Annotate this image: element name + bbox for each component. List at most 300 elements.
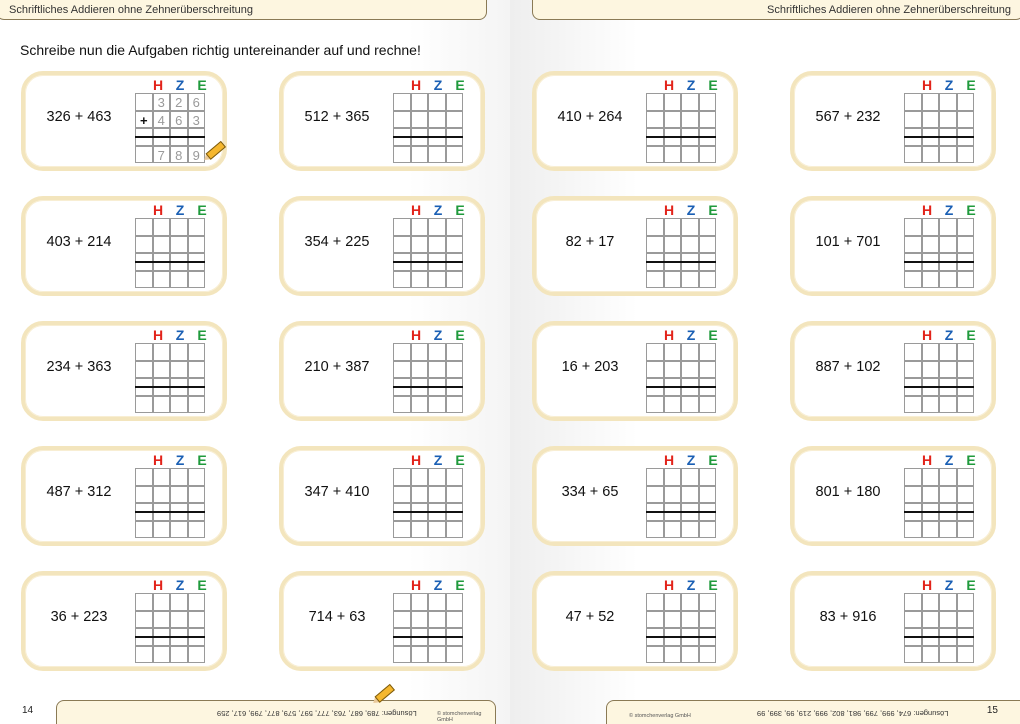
grid-cell[interactable]: [681, 343, 699, 361]
grid-cell[interactable]: [939, 218, 957, 236]
grid-cell[interactable]: [939, 396, 957, 414]
grid-cell[interactable]: [664, 343, 682, 361]
grid-cell[interactable]: [153, 218, 171, 236]
grid-cell[interactable]: [188, 343, 206, 361]
answer-grid[interactable]: [904, 593, 974, 663]
grid-cell[interactable]: [646, 396, 664, 414]
grid-cell[interactable]: [699, 343, 717, 361]
grid-cell[interactable]: [957, 218, 975, 236]
grid-cell[interactable]: [922, 646, 940, 664]
place-label-ones: E: [455, 452, 465, 468]
grid-cell[interactable]: [428, 361, 446, 379]
sum-line: [646, 261, 716, 263]
grid-cell[interactable]: [153, 236, 171, 254]
grid-cell[interactable]: [135, 486, 153, 504]
grid-cell[interactable]: [939, 361, 957, 379]
place-label-hundreds: H: [663, 577, 675, 593]
grid-cell[interactable]: [135, 146, 153, 164]
grid-cell[interactable]: [170, 521, 188, 539]
grid-cell[interactable]: [957, 646, 975, 664]
grid-cell[interactable]: [681, 93, 699, 111]
grid-cell[interactable]: [904, 146, 922, 164]
place-label-ones: E: [708, 452, 718, 468]
answer-grid[interactable]: [904, 468, 974, 538]
grid-cell[interactable]: [393, 468, 411, 486]
place-label-tens: Z: [433, 77, 443, 93]
grid-cell[interactable]: [428, 521, 446, 539]
place-label-hundreds: H: [921, 77, 933, 93]
grid-cell[interactable]: [646, 361, 664, 379]
grid-cell[interactable]: [681, 111, 699, 129]
grid-cell[interactable]: [904, 486, 922, 504]
grid-cell[interactable]: [411, 611, 429, 629]
grid-cell[interactable]: [699, 396, 717, 414]
grid-cell[interactable]: [939, 468, 957, 486]
grid-cell[interactable]: [681, 236, 699, 254]
grid-cell[interactable]: [646, 593, 664, 611]
place-value-header: [916, 577, 986, 593]
place-value-header: [916, 77, 986, 93]
grid-cell[interactable]: [393, 111, 411, 129]
grid-cell[interactable]: [939, 521, 957, 539]
grid-cell[interactable]: [904, 611, 922, 629]
grid-cell[interactable]: 6: [188, 93, 206, 111]
right-solutions: Lösungen: 674, 999, 799, 981, 802, 999, 219, 99, 399, 99: [757, 709, 949, 718]
grid-cell[interactable]: [393, 146, 411, 164]
grid-cell[interactable]: [699, 111, 717, 129]
grid-cell[interactable]: [411, 218, 429, 236]
grid-cell[interactable]: [411, 111, 429, 129]
place-label-hundreds: H: [152, 452, 164, 468]
grid-cell[interactable]: [393, 93, 411, 111]
grid-cell[interactable]: [922, 521, 940, 539]
grid-cell[interactable]: [922, 146, 940, 164]
grid-cell[interactable]: [153, 646, 171, 664]
grid-cell[interactable]: [699, 521, 717, 539]
grid-cell[interactable]: [153, 271, 171, 289]
grid-cell[interactable]: [188, 468, 206, 486]
answer-grid[interactable]: [904, 218, 974, 288]
grid-cell[interactable]: [170, 343, 188, 361]
grid-cell[interactable]: [681, 521, 699, 539]
grid-cell[interactable]: [699, 486, 717, 504]
place-label-hundreds: H: [410, 577, 422, 593]
task-text: 714 + 63: [308, 609, 366, 625]
grid-cell[interactable]: [446, 343, 464, 361]
answer-grid[interactable]: [646, 343, 716, 413]
answer-grid[interactable]: [646, 93, 716, 163]
sum-line: [393, 511, 463, 513]
grid-cell[interactable]: 9: [188, 146, 206, 164]
grid-cell[interactable]: [939, 593, 957, 611]
grid-cell[interactable]: [153, 593, 171, 611]
grid-cell[interactable]: [904, 218, 922, 236]
grid-cell[interactable]: [135, 593, 153, 611]
grid-cell[interactable]: [188, 593, 206, 611]
grid-cell[interactable]: [188, 486, 206, 504]
grid-cell[interactable]: [153, 343, 171, 361]
grid-cell[interactable]: [939, 146, 957, 164]
grid-cell[interactable]: 2: [170, 93, 188, 111]
grid-cell[interactable]: [428, 111, 446, 129]
grid-cell[interactable]: [135, 521, 153, 539]
grid-cell[interactable]: [411, 593, 429, 611]
grid-cell[interactable]: [646, 111, 664, 129]
grid-cell[interactable]: [646, 146, 664, 164]
grid-cell[interactable]: [135, 271, 153, 289]
answer-grid[interactable]: [135, 468, 205, 538]
grid-cell[interactable]: [428, 611, 446, 629]
grid-cell[interactable]: [646, 521, 664, 539]
grid-cell[interactable]: [664, 593, 682, 611]
grid-cell[interactable]: [393, 646, 411, 664]
grid-cell[interactable]: [681, 271, 699, 289]
left-header: [0, 0, 487, 20]
grid-cell[interactable]: [428, 646, 446, 664]
grid-cell[interactable]: [411, 468, 429, 486]
grid-cell[interactable]: [446, 593, 464, 611]
grid-cell[interactable]: [939, 486, 957, 504]
grid-cell[interactable]: [922, 111, 940, 129]
grid-cell[interactable]: [411, 236, 429, 254]
grid-cell[interactable]: [411, 93, 429, 111]
grid-cell[interactable]: [188, 361, 206, 379]
grid-cell[interactable]: [446, 486, 464, 504]
grid-cell[interactable]: [646, 468, 664, 486]
grid-cell[interactable]: [681, 218, 699, 236]
grid-cell[interactable]: [681, 146, 699, 164]
grid-cell[interactable]: [922, 218, 940, 236]
grid-cell[interactable]: [957, 361, 975, 379]
grid-cell[interactable]: [393, 218, 411, 236]
grid-cell[interactable]: [681, 646, 699, 664]
place-value-header: [405, 452, 475, 468]
grid-cell[interactable]: [922, 361, 940, 379]
grid-cell[interactable]: [957, 146, 975, 164]
grid-cell[interactable]: [957, 396, 975, 414]
grid-cell[interactable]: 6: [170, 111, 188, 129]
grid-cell[interactable]: [664, 486, 682, 504]
answer-grid[interactable]: [393, 468, 463, 538]
place-value-header: [147, 577, 217, 593]
grid-cell[interactable]: [699, 271, 717, 289]
task-text: 36 + 223: [50, 609, 108, 625]
place-label-ones: E: [197, 77, 207, 93]
grid-cell[interactable]: [699, 218, 717, 236]
grid-cell[interactable]: [170, 271, 188, 289]
grid-cell[interactable]: [664, 218, 682, 236]
answer-grid[interactable]: [393, 218, 463, 288]
grid-cell[interactable]: [446, 521, 464, 539]
answer-grid[interactable]: [135, 593, 205, 663]
grid-cell[interactable]: [699, 361, 717, 379]
grid-cell[interactable]: [135, 611, 153, 629]
grid-cell[interactable]: [153, 361, 171, 379]
place-label-tens: Z: [433, 327, 443, 343]
grid-cell[interactable]: [428, 468, 446, 486]
grid-cell[interactable]: 3: [153, 93, 171, 111]
grid-cell[interactable]: [681, 468, 699, 486]
grid-cell[interactable]: [681, 486, 699, 504]
grid-cell[interactable]: [922, 611, 940, 629]
grid-cell[interactable]: [135, 218, 153, 236]
grid-cell[interactable]: [428, 396, 446, 414]
answer-grid[interactable]: [135, 93, 205, 163]
task-text: 487 + 312: [46, 484, 112, 500]
answer-grid[interactable]: [135, 343, 205, 413]
grid-cell[interactable]: [428, 93, 446, 111]
grid-cell[interactable]: [699, 93, 717, 111]
grid-cell[interactable]: [446, 146, 464, 164]
grid-cell[interactable]: [393, 396, 411, 414]
grid-cell[interactable]: [446, 111, 464, 129]
grid-cell[interactable]: [446, 646, 464, 664]
grid-cell[interactable]: [446, 396, 464, 414]
task-card: [532, 71, 738, 171]
grid-cell[interactable]: [188, 521, 206, 539]
answer-grid[interactable]: [904, 343, 974, 413]
grid-cell[interactable]: [188, 218, 206, 236]
grid-cell[interactable]: [664, 611, 682, 629]
grid-cell[interactable]: [446, 93, 464, 111]
grid-cell[interactable]: [664, 646, 682, 664]
grid-cell[interactable]: [681, 593, 699, 611]
answer-grid[interactable]: [646, 468, 716, 538]
place-label-tens: Z: [175, 327, 185, 343]
left-header-title: Schriftliches Addieren ohne Zehnerüberschreitung: [9, 3, 253, 16]
grid-cell[interactable]: [170, 236, 188, 254]
grid-cell[interactable]: [393, 271, 411, 289]
grid-cell[interactable]: [393, 236, 411, 254]
answer-grid[interactable]: [904, 93, 974, 163]
grid-cell[interactable]: [393, 521, 411, 539]
grid-cell[interactable]: [939, 343, 957, 361]
answer-grid[interactable]: [393, 93, 463, 163]
grid-cell[interactable]: [681, 396, 699, 414]
grid-cell[interactable]: [904, 236, 922, 254]
grid-cell[interactable]: [646, 343, 664, 361]
grid-cell[interactable]: [646, 486, 664, 504]
grid-cell[interactable]: [446, 361, 464, 379]
grid-cell[interactable]: [646, 236, 664, 254]
grid-cell[interactable]: 7: [153, 146, 171, 164]
grid-cell[interactable]: [153, 611, 171, 629]
grid-cell[interactable]: [188, 236, 206, 254]
grid-cell[interactable]: [446, 611, 464, 629]
grid-cell[interactable]: [188, 396, 206, 414]
place-label-tens: Z: [944, 577, 954, 593]
grid-cell[interactable]: [170, 611, 188, 629]
grid-cell[interactable]: 3: [188, 111, 206, 129]
grid-cell[interactable]: [188, 646, 206, 664]
task-text: 82 + 17: [565, 234, 615, 250]
grid-cell[interactable]: [646, 218, 664, 236]
grid-cell[interactable]: [699, 611, 717, 629]
grid-cell[interactable]: [411, 521, 429, 539]
grid-cell[interactable]: [939, 236, 957, 254]
grid-cell[interactable]: [135, 93, 153, 111]
grid-cell[interactable]: [170, 218, 188, 236]
task-card: [21, 71, 227, 171]
grid-cell[interactable]: [922, 593, 940, 611]
grid-cell[interactable]: [939, 93, 957, 111]
grid-cell[interactable]: [411, 146, 429, 164]
grid-cell[interactable]: [135, 236, 153, 254]
grid-cell[interactable]: [699, 468, 717, 486]
grid-cell[interactable]: [170, 486, 188, 504]
grid-cell[interactable]: [699, 146, 717, 164]
grid-cell[interactable]: [411, 396, 429, 414]
answer-grid[interactable]: [393, 593, 463, 663]
grid-cell[interactable]: [904, 343, 922, 361]
grid-cell[interactable]: [664, 93, 682, 111]
grid-cell[interactable]: [957, 521, 975, 539]
grid-cell[interactable]: [646, 271, 664, 289]
operator-cell[interactable]: +: [135, 111, 153, 129]
grid-cell[interactable]: [957, 93, 975, 111]
grid-cell[interactable]: [393, 593, 411, 611]
grid-cell[interactable]: [170, 468, 188, 486]
grid-cell[interactable]: [922, 271, 940, 289]
answer-grid[interactable]: [646, 593, 716, 663]
place-label-tens: Z: [433, 577, 443, 593]
grid-cell[interactable]: [922, 93, 940, 111]
grid-cell[interactable]: [699, 593, 717, 611]
grid-cell[interactable]: [957, 111, 975, 129]
grid-cell[interactable]: [904, 271, 922, 289]
grid-cell[interactable]: [664, 236, 682, 254]
grid-cell[interactable]: [428, 486, 446, 504]
answer-grid[interactable]: [135, 218, 205, 288]
grid-cell[interactable]: [922, 343, 940, 361]
right-page-number: 15: [986, 705, 998, 716]
grid-cell[interactable]: [393, 486, 411, 504]
grid-cell[interactable]: [170, 593, 188, 611]
grid-cell[interactable]: [664, 361, 682, 379]
grid-cell[interactable]: [393, 611, 411, 629]
task-text: 347 + 410: [304, 484, 370, 500]
grid-cell[interactable]: [170, 396, 188, 414]
grid-cell[interactable]: [153, 468, 171, 486]
grid-cell[interactable]: [428, 218, 446, 236]
grid-cell[interactable]: [446, 271, 464, 289]
answer-grid[interactable]: [393, 343, 463, 413]
grid-cell[interactable]: [664, 271, 682, 289]
grid-cell[interactable]: [188, 611, 206, 629]
grid-cell[interactable]: [646, 93, 664, 111]
place-label-tens: Z: [944, 327, 954, 343]
grid-cell[interactable]: [411, 343, 429, 361]
sum-line: [904, 636, 974, 638]
grid-cell[interactable]: [428, 593, 446, 611]
grid-cell[interactable]: [904, 646, 922, 664]
grid-cell[interactable]: [188, 271, 206, 289]
grid-cell[interactable]: [699, 646, 717, 664]
place-label-tens: Z: [433, 452, 443, 468]
grid-cell[interactable]: [904, 111, 922, 129]
grid-cell[interactable]: [957, 271, 975, 289]
task-card: [21, 321, 227, 421]
grid-cell[interactable]: [428, 146, 446, 164]
grid-cell[interactable]: [135, 361, 153, 379]
grid-cell[interactable]: [170, 646, 188, 664]
place-value-header: [147, 327, 217, 343]
grid-cell[interactable]: [957, 236, 975, 254]
grid-cell[interactable]: [135, 343, 153, 361]
grid-cell[interactable]: [428, 343, 446, 361]
grid-cell[interactable]: [153, 521, 171, 539]
grid-cell[interactable]: [957, 611, 975, 629]
grid-cell[interactable]: [939, 611, 957, 629]
grid-cell[interactable]: [939, 111, 957, 129]
grid-cell[interactable]: [411, 271, 429, 289]
grid-cell[interactable]: [922, 468, 940, 486]
place-label-tens: Z: [433, 202, 443, 218]
grid-cell[interactable]: [681, 361, 699, 379]
grid-cell[interactable]: [904, 93, 922, 111]
task-text: 801 + 180: [815, 484, 881, 500]
grid-cell[interactable]: [904, 361, 922, 379]
grid-cell[interactable]: [411, 646, 429, 664]
grid-cell[interactable]: [904, 396, 922, 414]
grid-cell[interactable]: [446, 468, 464, 486]
grid-cell[interactable]: [922, 486, 940, 504]
grid-cell[interactable]: [393, 361, 411, 379]
grid-cell[interactable]: [446, 218, 464, 236]
place-label-hundreds: H: [152, 77, 164, 93]
grid-cell[interactable]: [428, 236, 446, 254]
grid-cell[interactable]: 4: [153, 111, 171, 129]
grid-cell[interactable]: [135, 396, 153, 414]
grid-cell[interactable]: [922, 236, 940, 254]
grid-cell[interactable]: [428, 271, 446, 289]
grid-cell[interactable]: [153, 396, 171, 414]
grid-cell[interactable]: [922, 396, 940, 414]
grid-cell[interactable]: [664, 468, 682, 486]
answer-grid[interactable]: [646, 218, 716, 288]
grid-cell[interactable]: [939, 271, 957, 289]
grid-cell[interactable]: [939, 646, 957, 664]
grid-cell[interactable]: [904, 468, 922, 486]
grid-cell[interactable]: [446, 236, 464, 254]
grid-cell[interactable]: [393, 343, 411, 361]
grid-cell[interactable]: [135, 646, 153, 664]
grid-cell[interactable]: [411, 486, 429, 504]
grid-cell[interactable]: [664, 521, 682, 539]
grid-cell[interactable]: [904, 593, 922, 611]
grid-cell[interactable]: [135, 468, 153, 486]
grid-cell[interactable]: [664, 146, 682, 164]
task-card: [790, 446, 996, 546]
grid-cell[interactable]: [904, 521, 922, 539]
place-label-hundreds: H: [410, 452, 422, 468]
grid-cell[interactable]: [681, 611, 699, 629]
grid-cell[interactable]: 8: [170, 146, 188, 164]
grid-cell[interactable]: [957, 468, 975, 486]
grid-cell[interactable]: [153, 486, 171, 504]
grid-cell[interactable]: [664, 111, 682, 129]
grid-cell[interactable]: [646, 611, 664, 629]
grid-cell[interactable]: [957, 343, 975, 361]
place-label-hundreds: H: [663, 327, 675, 343]
grid-cell[interactable]: [664, 396, 682, 414]
grid-cell[interactable]: [411, 361, 429, 379]
grid-cell[interactable]: [646, 646, 664, 664]
grid-cell[interactable]: [699, 236, 717, 254]
grid-cell[interactable]: [957, 486, 975, 504]
grid-cell[interactable]: [170, 361, 188, 379]
grid-cell[interactable]: [957, 593, 975, 611]
